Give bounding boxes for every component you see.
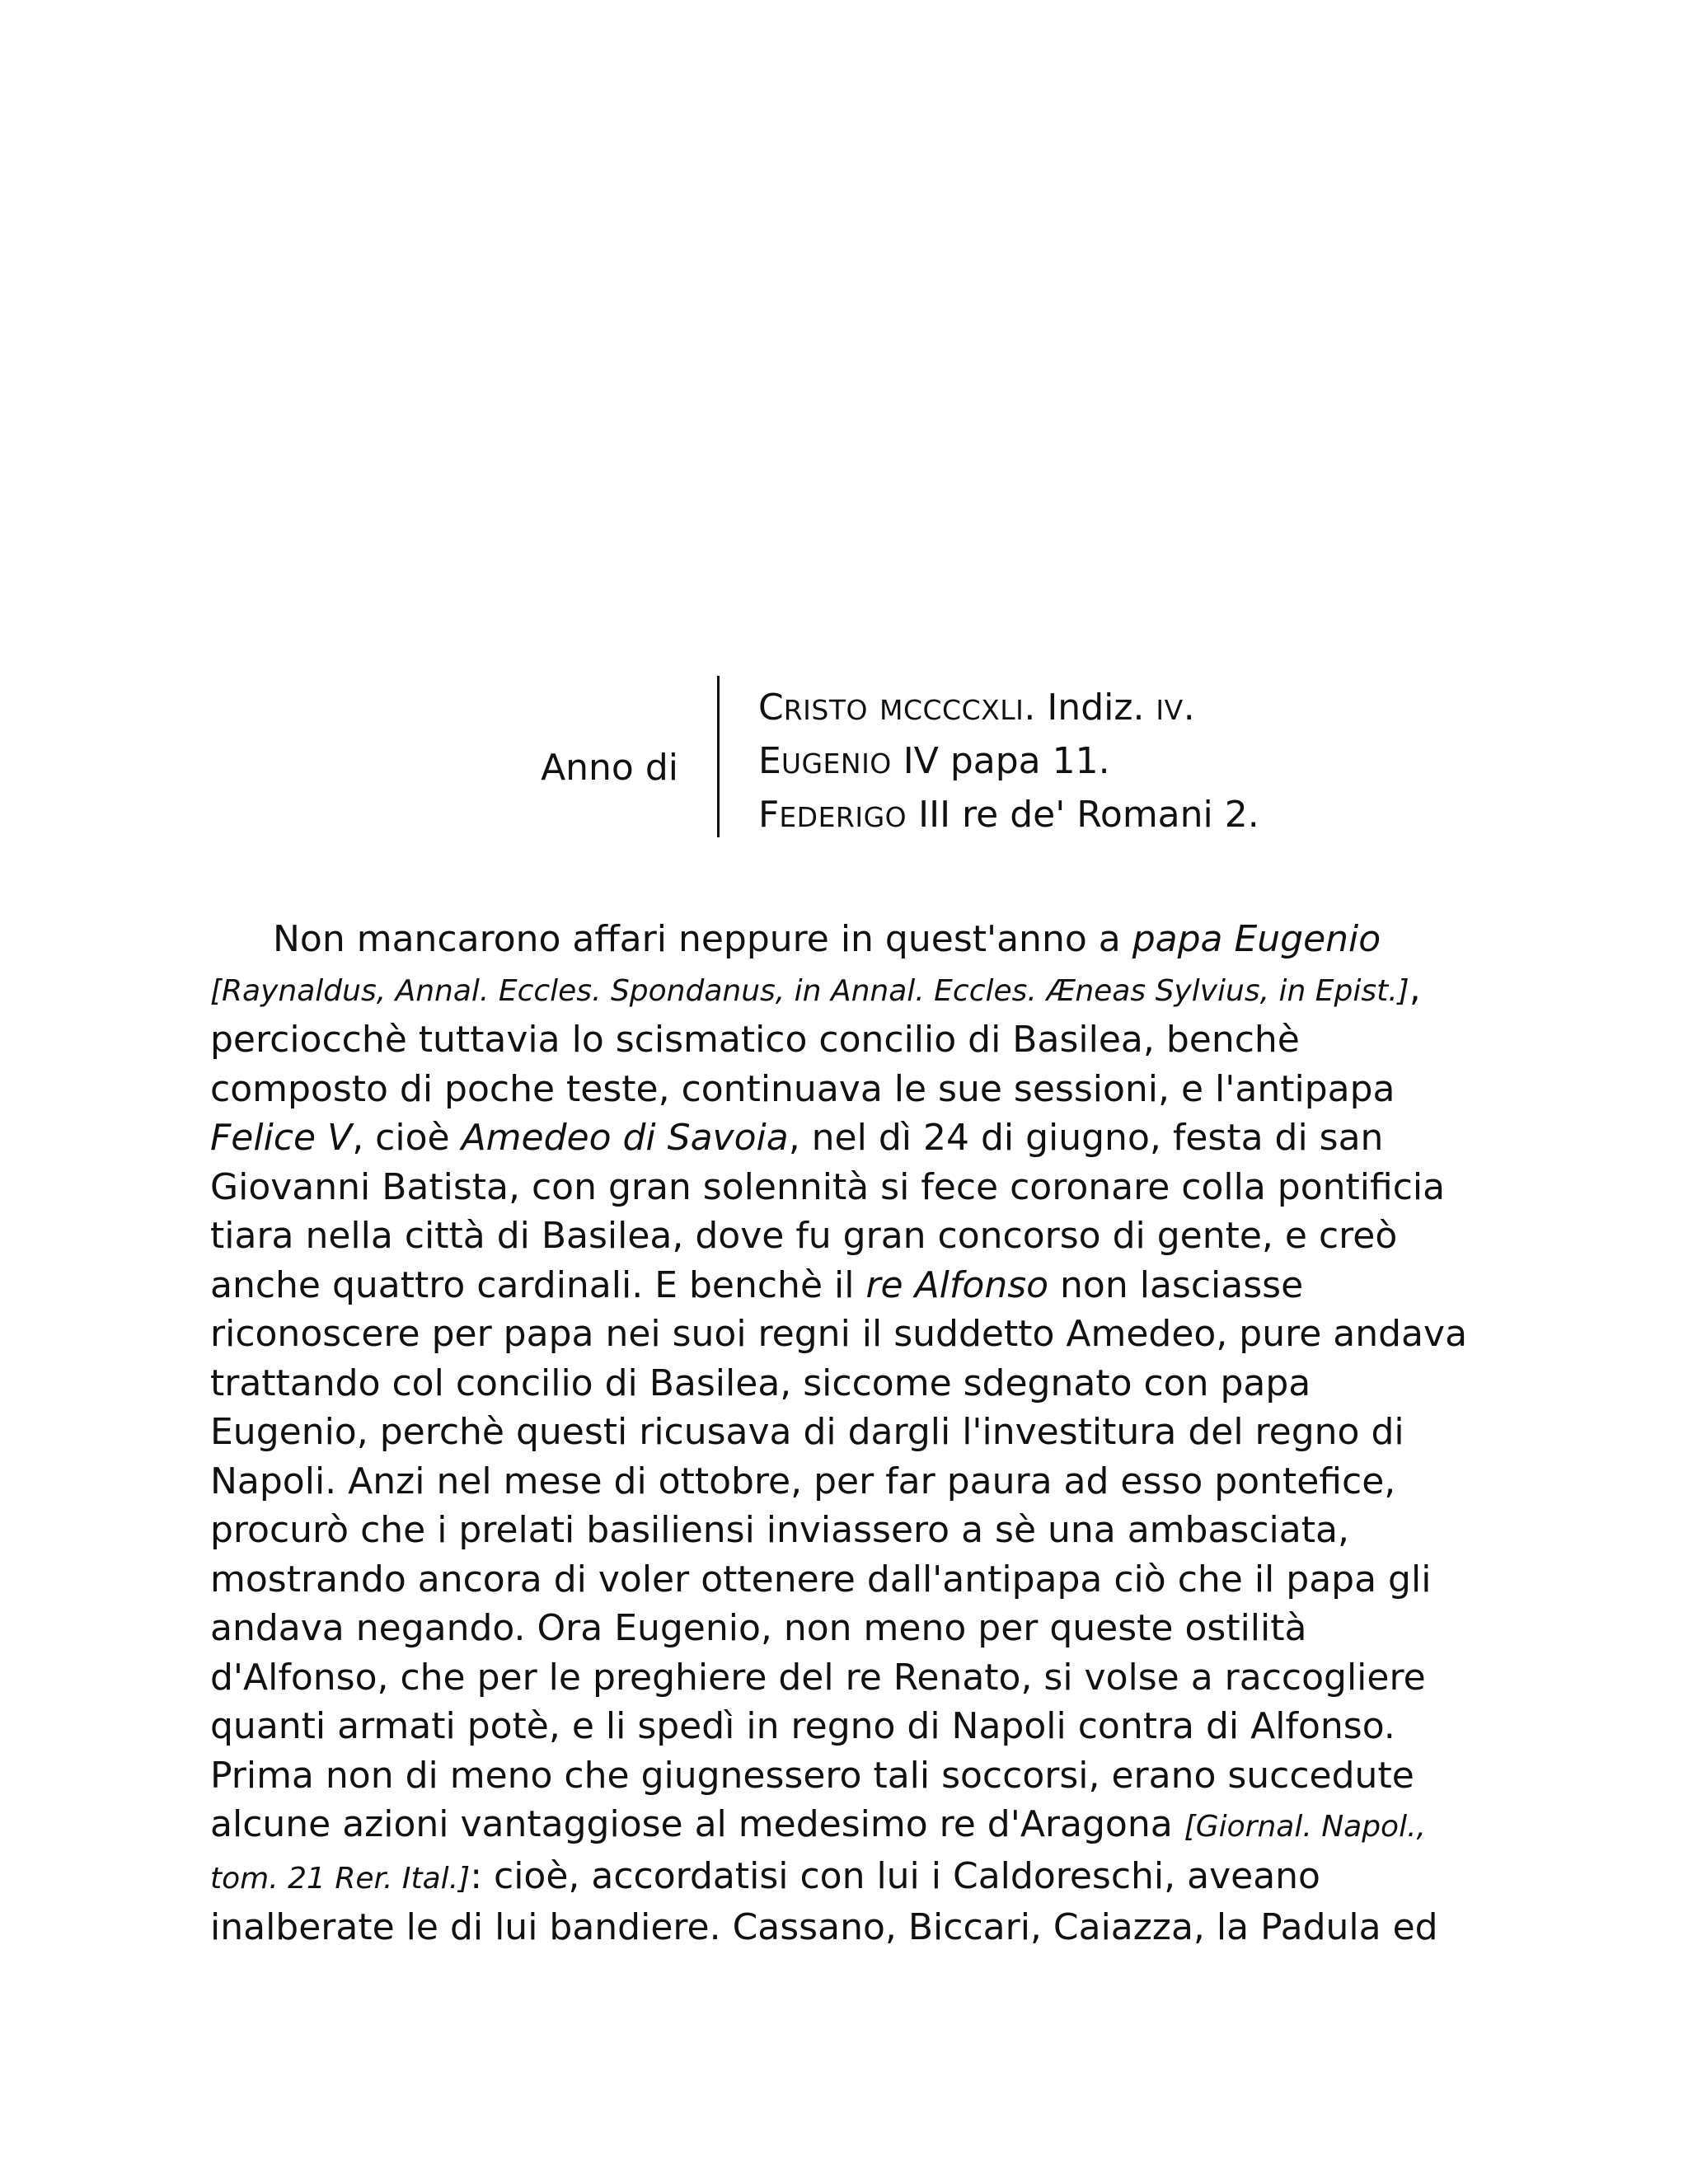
federigo-text: III re de' Romani 2. (907, 794, 1259, 836)
eugenio-text: IV papa 11. (891, 740, 1110, 782)
italic-run: papa Eugenio (1132, 918, 1381, 960)
indiction-period: . (1183, 687, 1195, 729)
indiction-numeral: IV (1156, 694, 1184, 726)
text-run: anche quattro cardinali. E benchè il (210, 1263, 866, 1306)
text-run: , nel dì 24 di giugno, festa di san (788, 1117, 1384, 1159)
text-line: d'Alfonso, che per le preghiere del re Renato, si volse a raccogliere (210, 1656, 1426, 1699)
text-line: mostrando ancora di voler ottenere dall'antipapa ciò che il papa gli (210, 1558, 1432, 1601)
text-run: : cioè, accordatisi con lui i Caldoreschi, aveano (470, 1854, 1320, 1897)
citation: [Raynaldus, Annal. Eccles. Spondanus, in Annal. Eccles. Æneas Sylvius, in Epist.] (210, 973, 1409, 1008)
text-line: perciocchè tuttavia lo scismatico concilio di Basilea, benchè (210, 1019, 1300, 1061)
header-divider (717, 676, 720, 837)
text-line (210, 1852, 1467, 1904)
text-line (210, 964, 1467, 1016)
federigo-initial: F (758, 794, 780, 836)
text-line: Eugenio, perchè questi ricusava di dargli l'investitura del regno di (210, 1411, 1404, 1453)
italic-run: Amedeo di Savoia (461, 1117, 789, 1159)
year-line-eugenio (758, 736, 1259, 790)
indiz-label: . Indiz. (1024, 687, 1156, 729)
year-line-federigo (758, 790, 1259, 843)
text-line: procurò che i prelati basiliensi inviassero a sè una ambasciata, (210, 1509, 1349, 1551)
year-line-cristo (758, 682, 1259, 736)
year-header (0, 676, 1688, 841)
text-line: andava negando. Ora Eugenio, non meno per queste ostilità (210, 1607, 1307, 1649)
eugenio-rest: UGENIO (781, 748, 892, 780)
anno-label: Anno di (541, 747, 678, 789)
italic-run: re Alfonso (865, 1263, 1049, 1306)
year-lines (758, 682, 1259, 843)
cristo-rest: RISTO (783, 694, 868, 726)
text-line (210, 915, 1467, 964)
text-line: riconoscere per papa nei suoi regni il suddetto Amedeo, pure andava (210, 1313, 1468, 1355)
federigo-rest: EDERIGO (779, 801, 907, 833)
body-paragraph (210, 915, 1467, 1952)
text-run: non lasciasse (1048, 1263, 1304, 1306)
text-run: Non mancarono affari neppure in quest'anno a (273, 918, 1132, 960)
cristo-initial: C (758, 687, 784, 729)
text-line (210, 1800, 1467, 1852)
text-line: composto di poche teste, continuava le sue sessioni, e l'antipapa (210, 1067, 1395, 1110)
text-line (210, 1113, 1467, 1163)
citation: [Giornal. Napol., (1184, 1810, 1426, 1844)
text-line (210, 1261, 1467, 1310)
citation: tom. 21 Rer. Ital.] (210, 1861, 471, 1896)
text-run: , cioè (352, 1117, 462, 1159)
eugenio-initial: E (758, 740, 781, 782)
text-line: trattando col concilio di Basilea, siccome sdegnato con papa (210, 1361, 1311, 1404)
text-line: Giovanni Batista, con gran solennità si fece coronare colla pontificia (210, 1165, 1446, 1208)
italic-run: Felice V (210, 1117, 353, 1159)
text-run: , (1409, 967, 1421, 1010)
text-line: Prima non di meno che giugnessero tali soccorsi, erano succedute (210, 1754, 1414, 1797)
text-line: quanti armati potè, e li spedì in regno di Napoli contra di Alfonso. (210, 1705, 1395, 1747)
text-line: Napoli. Anzi nel mese di ottobre, per far paura ad esso pontefice, (210, 1460, 1396, 1502)
text-line: tiara nella città di Basilea, dove fu gran concorso di gente, e creò (210, 1215, 1398, 1257)
text-line: inalberate le di lui bandiere. Cassano, Biccari, Caiazza, la Padula ed (210, 1906, 1438, 1948)
year-numeral: MCCCCXLI (879, 694, 1025, 726)
text-run: alcune azioni vantaggiose al medesimo re d'Aragona (210, 1803, 1184, 1845)
